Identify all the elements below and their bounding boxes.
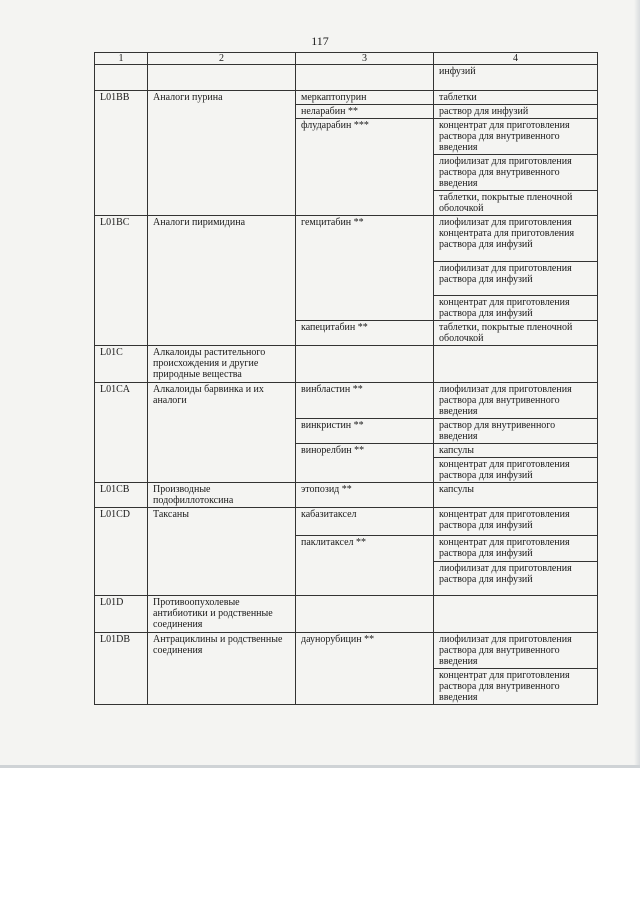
table-row bbox=[95, 633, 598, 669]
group-name-cell: Алкалоиды барвинка и их аналоги bbox=[148, 383, 296, 483]
dosage-form-cell: концентрат для приготовления раствора для инфузий bbox=[434, 458, 598, 483]
dosage-form-cell bbox=[434, 596, 598, 633]
drug-name-cell: винкристин ** bbox=[296, 419, 434, 444]
drug-name-cell bbox=[296, 65, 434, 91]
atc-code-cell: L01BC bbox=[95, 216, 148, 346]
table-row bbox=[95, 65, 598, 91]
dosage-form-cell: лиофилизат для приготовления концентрата для приготовления раствора для инфузий bbox=[434, 216, 598, 262]
atc-code-cell: L01D bbox=[95, 596, 148, 633]
table-row bbox=[95, 346, 598, 383]
dosage-form-cell: концентрат для приготовления раствора для инфузий bbox=[434, 296, 598, 321]
atc-code-cell: L01C bbox=[95, 346, 148, 383]
atc-code-cell: L01CB bbox=[95, 483, 148, 508]
drug-table bbox=[94, 52, 598, 705]
dosage-form-cell: концентрат для приготовления раствора для инфузий bbox=[434, 508, 598, 536]
dosage-form-cell: лиофилизат для приготовления раствора для внутривенного введения bbox=[434, 155, 598, 191]
atc-code-cell: L01CD bbox=[95, 508, 148, 596]
page-number: 117 bbox=[311, 34, 329, 48]
dosage-form-cell: концентрат для приготовления раствора для инфузий bbox=[434, 536, 598, 562]
table-row bbox=[95, 383, 598, 419]
dosage-form-cell: лиофилизат для приготовления раствора для внутривенного введения bbox=[434, 633, 598, 669]
dosage-form-cell: лиофилизат для приготовления раствора для внутривенного введения bbox=[434, 383, 598, 419]
table-header-row bbox=[95, 53, 598, 65]
page-edge-shadow bbox=[634, 0, 640, 765]
dosage-form-cell: концентрат для приготовления раствора для внутривенного введения bbox=[434, 119, 598, 155]
table-row bbox=[95, 91, 598, 105]
header-col-2: 2 bbox=[148, 53, 296, 65]
drug-name-cell: винбластин ** bbox=[296, 383, 434, 419]
dosage-form-cell bbox=[434, 346, 598, 383]
header-col-4: 4 bbox=[434, 53, 598, 65]
table-row bbox=[95, 508, 598, 536]
dosage-form-cell: раствор для внутривенного введения bbox=[434, 419, 598, 444]
dosage-form-cell: лиофилизат для приготовления раствора для инфузий bbox=[434, 562, 598, 596]
drug-name-cell: паклитаксел ** bbox=[296, 536, 434, 596]
dosage-form-cell: таблетки bbox=[434, 91, 598, 105]
dosage-form-cell: раствор для инфузий bbox=[434, 105, 598, 119]
dosage-form-cell: таблетки, покрытые пленочной оболочкой bbox=[434, 191, 598, 216]
drug-name-cell: неларабин ** bbox=[296, 105, 434, 119]
header-col-1: 1 bbox=[95, 53, 148, 65]
group-name-cell: Производные подофиллотоксина bbox=[148, 483, 296, 508]
dosage-form-cell: капсулы bbox=[434, 483, 598, 508]
drug-name-cell: этопозид ** bbox=[296, 483, 434, 508]
drug-name-cell: даунорубицин ** bbox=[296, 633, 434, 705]
group-name-cell: Антрациклины и родственные соединения bbox=[148, 633, 296, 705]
drug-name-cell: гемцитабин ** bbox=[296, 216, 434, 321]
drug-name-cell: кабазитаксел bbox=[296, 508, 434, 536]
drug-name-cell: флударабин *** bbox=[296, 119, 434, 216]
drug-name-cell bbox=[296, 596, 434, 633]
header-col-3: 3 bbox=[296, 53, 434, 65]
drug-name-cell: капецитабин ** bbox=[296, 321, 434, 346]
group-name-cell: Аналоги пиримидина bbox=[148, 216, 296, 346]
atc-code-cell: L01CA bbox=[95, 383, 148, 483]
table-row bbox=[95, 596, 598, 633]
group-name-cell: Алкалоиды растительного происхождения и другие природные вещества bbox=[148, 346, 296, 383]
table-row bbox=[95, 216, 598, 262]
drug-name-cell: винорелбин ** bbox=[296, 444, 434, 483]
drug-name-cell: меркаптопурин bbox=[296, 91, 434, 105]
dosage-form-cell: инфузий bbox=[434, 65, 598, 91]
group-name-cell: Аналоги пурина bbox=[148, 91, 296, 216]
dosage-form-cell: лиофилизат для приготовления раствора для инфузий bbox=[434, 262, 598, 296]
atc-code-cell: L01DB bbox=[95, 633, 148, 705]
atc-code-cell bbox=[95, 65, 148, 91]
group-name-cell bbox=[148, 65, 296, 91]
group-name-cell: Противоопухолевые антибиотики и родственные соединения bbox=[148, 596, 296, 633]
drug-name-cell bbox=[296, 346, 434, 383]
dosage-form-cell: капсулы bbox=[434, 444, 598, 458]
atc-code-cell: L01BB bbox=[95, 91, 148, 216]
table-row bbox=[95, 483, 598, 508]
dosage-form-cell: таблетки, покрытые пленочной оболочкой bbox=[434, 321, 598, 346]
group-name-cell: Таксаны bbox=[148, 508, 296, 596]
dosage-form-cell: концентрат для приготовления раствора для внутривенного введения bbox=[434, 669, 598, 705]
